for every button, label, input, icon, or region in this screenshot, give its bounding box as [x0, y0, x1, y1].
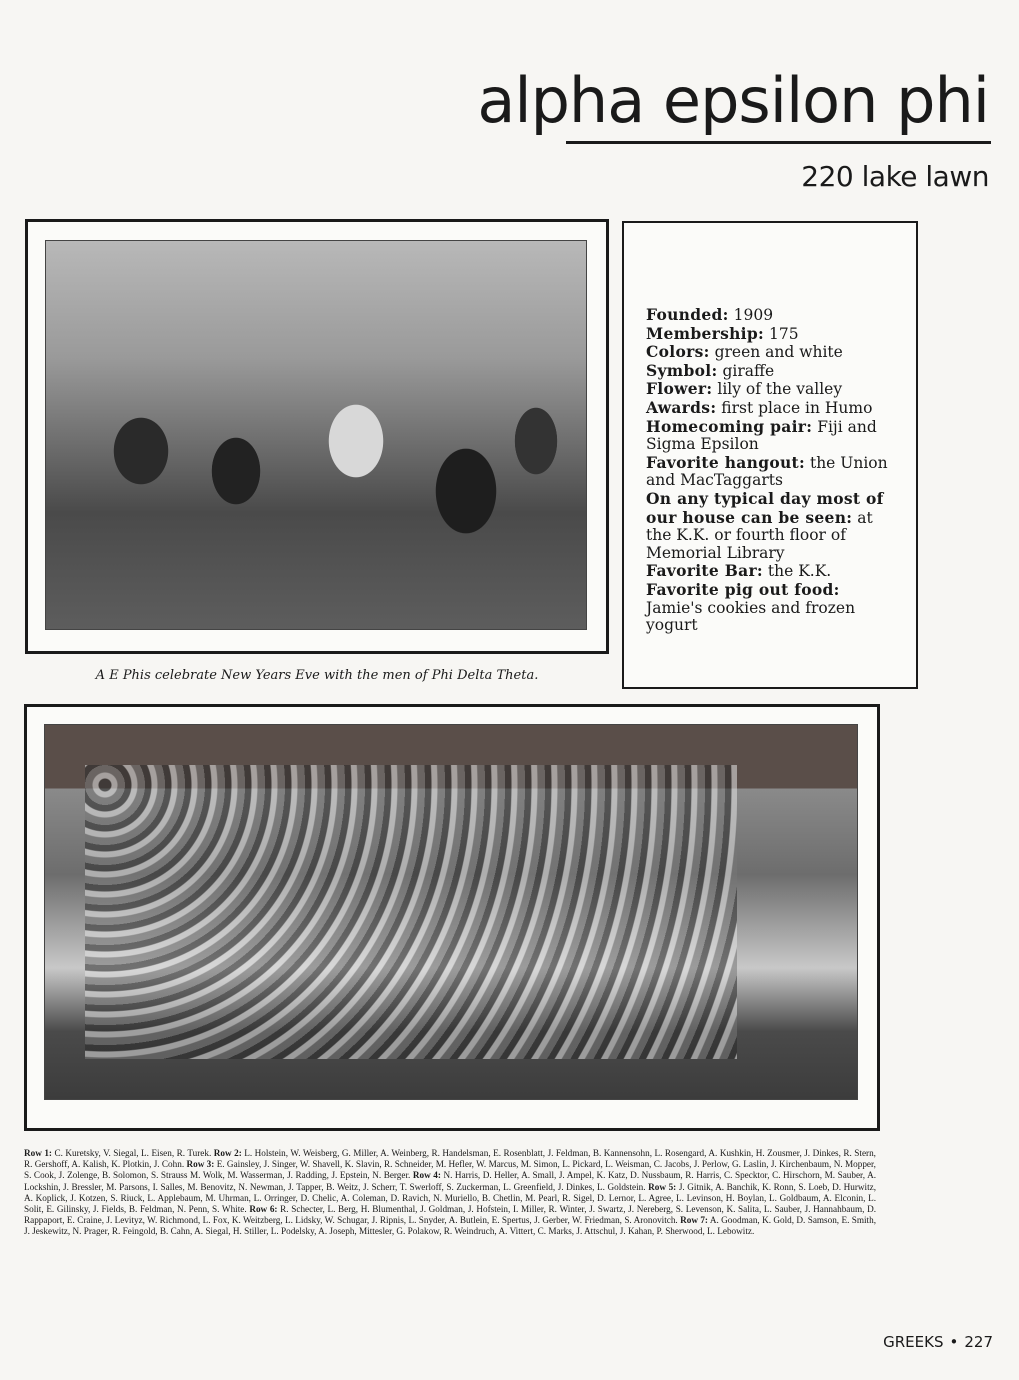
section-name: GREEKS: [883, 1333, 944, 1351]
roster-row-label: Row 3:: [186, 1159, 215, 1170]
roster-row-names: L. Holstein, W. Weisberg, G. Miller, A. Weinberg, R. Handelsman, E. Rosenblatt, J. Feldman, B. Kannensohn, L. Rosengard, A. Kushkin, H. Zousmer, J. Dinkes, R. Stern, R. Gershoff, A. Kalish, K. Plotkin, J. Cohn.: [24, 1148, 876, 1170]
group-photo-crowd: [85, 765, 737, 1059]
fact-awards: [646, 399, 900, 418]
fact-value: at the K.K. or fourth floor of Memorial Library: [646, 508, 873, 562]
roster-row-label: Row 4:: [412, 1170, 441, 1181]
fact-favorite-bar: [646, 562, 900, 581]
fact-membership: [646, 325, 900, 344]
fact-label: Favorite hangout:: [646, 452, 806, 472]
page-number: 227: [964, 1333, 993, 1351]
fact-value: 175: [768, 324, 799, 343]
fact-flower: [646, 380, 900, 399]
fact-value: giraffe: [722, 361, 775, 380]
fact-label: Founded:: [646, 305, 729, 324]
roster-row-label: Row 5:: [648, 1181, 677, 1192]
roster-row-names: C. Kuretsky, V. Siegal, L. Eisen, R. Turek.: [54, 1148, 212, 1158]
fact-value: first place in Humo: [721, 398, 873, 417]
roster-row-names: N. Harris, D. Heller, A. Small, J. Ampel, K. Katz, D. Nussbaum, R. Harris, C. Specktor, C. Hirschorn, M. Sauber, A. Lockshin, J. Bressler, M. Parsons, I. Salles, M. Benovitz, N. Newman, J. Tapper, B. Weitz, J. Scherr, T. Swerloff, S. Zuckerman, L. Greenfield, J. Dinkes, L. Goldstein.: [24, 1170, 876, 1192]
fact-label: Homecoming pair:: [646, 416, 813, 436]
group-photo: [44, 724, 858, 1100]
fact-label: Flower:: [646, 379, 713, 399]
title-rule: [566, 141, 991, 144]
roster-row-names: J. Gitnik, A. Banchik, K. Ronn, S. Loeb, D. Hurwitz, A. Koplick, J. Kotzen, S. Riuck, L. Applebaum, M. Uhrman, L. Orringer, D. Chelic, A. Coleman, D. Ravich, N. Muriello, B. Chetlin, M. Pearl, R. Sigel, D. Lernor, L. Agree, L. Levinson, H. Boylan, L. Goldbaum, A. Elconin, L. Solit, E. Gilinsky, J. Fields, B. Feldman, N. Penn, S. White.: [24, 1181, 876, 1215]
fact-favorite-hangout: [646, 454, 900, 490]
fact-founded: [646, 306, 900, 325]
fact-value: the K.K.: [767, 562, 832, 581]
fact-label: Favorite Bar:: [646, 561, 763, 581]
fact-list: [646, 306, 900, 635]
page-footer: [883, 1333, 993, 1351]
fact-value: the Union and MacTaggarts: [646, 453, 888, 490]
page-title: alpha epsilon phi: [477, 64, 989, 137]
party-photo-caption: A E Phis celebrate New Years Eve with the men of Phi Delta Theta.: [95, 668, 539, 683]
fact-label: Favorite pig out food:: [646, 579, 840, 599]
roster-row-names: R. Schecter, L. Berg, H. Blumenthal, J. Goldman, J. Hofstein, I. Miller, R. Winter, J. Swartz, J. Nereberg, S. Levenson, K. Salita, L. Sauber, J. Hannahbaum, D. Rappaport, E. Craine, J. Levityz, W. Richmond, L. Fox, K. Weitzberg, L. Lidsky, W. Schugar, J. Ripnis, L. Snyder, A. Butlein, E. Spertus, J. Gerber, W. Friedman, S. Aronovitch.: [24, 1204, 877, 1226]
fact-homecoming-pair: [646, 418, 900, 454]
fact-value: lily of the valley: [717, 380, 843, 399]
roster-row-label: Row 2:: [213, 1148, 242, 1158]
fact-value: 1909: [733, 306, 774, 324]
bullet-separator: •: [949, 1333, 959, 1351]
roster-row-label: Row 6:: [249, 1204, 278, 1215]
fact-label: Awards:: [646, 397, 717, 417]
fact-favorite-food: [646, 581, 900, 635]
roster-row-names: A. Goodman, K. Gold, D. Samson, E. Smith, J. Jeskewitz, N. Prager, R. Feingold, B. Cahn, A. Siegal, H. Stiller, L. Podelsky, A. Joseph, Mittesler, G. Polakow, R. Weindruch, A. Vittert, C. Marks, J. Attschul, J. Kahan, P. Sherwood, L. Lebowitz.: [24, 1215, 876, 1237]
fact-value: Fiji and Sigma Epsilon: [646, 417, 877, 454]
roster-row-label: Row 7:: [680, 1215, 708, 1226]
roster-row-label: Row 1:: [24, 1148, 52, 1158]
roster-row-names: E. Gainsley, J. Singer, W. Shavell, K. Slavin, R. Schneider, M. Hefler, W. Marcus, M. Simon, L. Pickard, L. Weisman, C. Jacobs, J. Perlow, G. Laslin, J. Kirchenbaum, N. Mopper, S. Cook, J. Zolenge, B. Solomon, S. Strauss M. Wolk, M. Wasserman, J. Radding, J. Epstein, N. Berger.: [24, 1159, 876, 1181]
party-photo: [45, 240, 587, 630]
fact-colors: [646, 343, 900, 362]
fact-label: Symbol:: [646, 360, 718, 380]
fact-value: Jamie's cookies and frozen yogurt: [646, 598, 856, 635]
fact-typical-day: [646, 490, 900, 562]
fact-label: Membership:: [646, 323, 765, 343]
party-photo-image: [46, 241, 586, 629]
chapter-address: 220 lake lawn: [801, 160, 989, 193]
fact-symbol: [646, 362, 900, 381]
fact-label: On any typical day most of our house can be seen:: [646, 488, 884, 527]
fact-value: green and white: [714, 343, 843, 362]
member-roster: [24, 1148, 876, 1238]
fact-label: Colors:: [646, 342, 710, 362]
